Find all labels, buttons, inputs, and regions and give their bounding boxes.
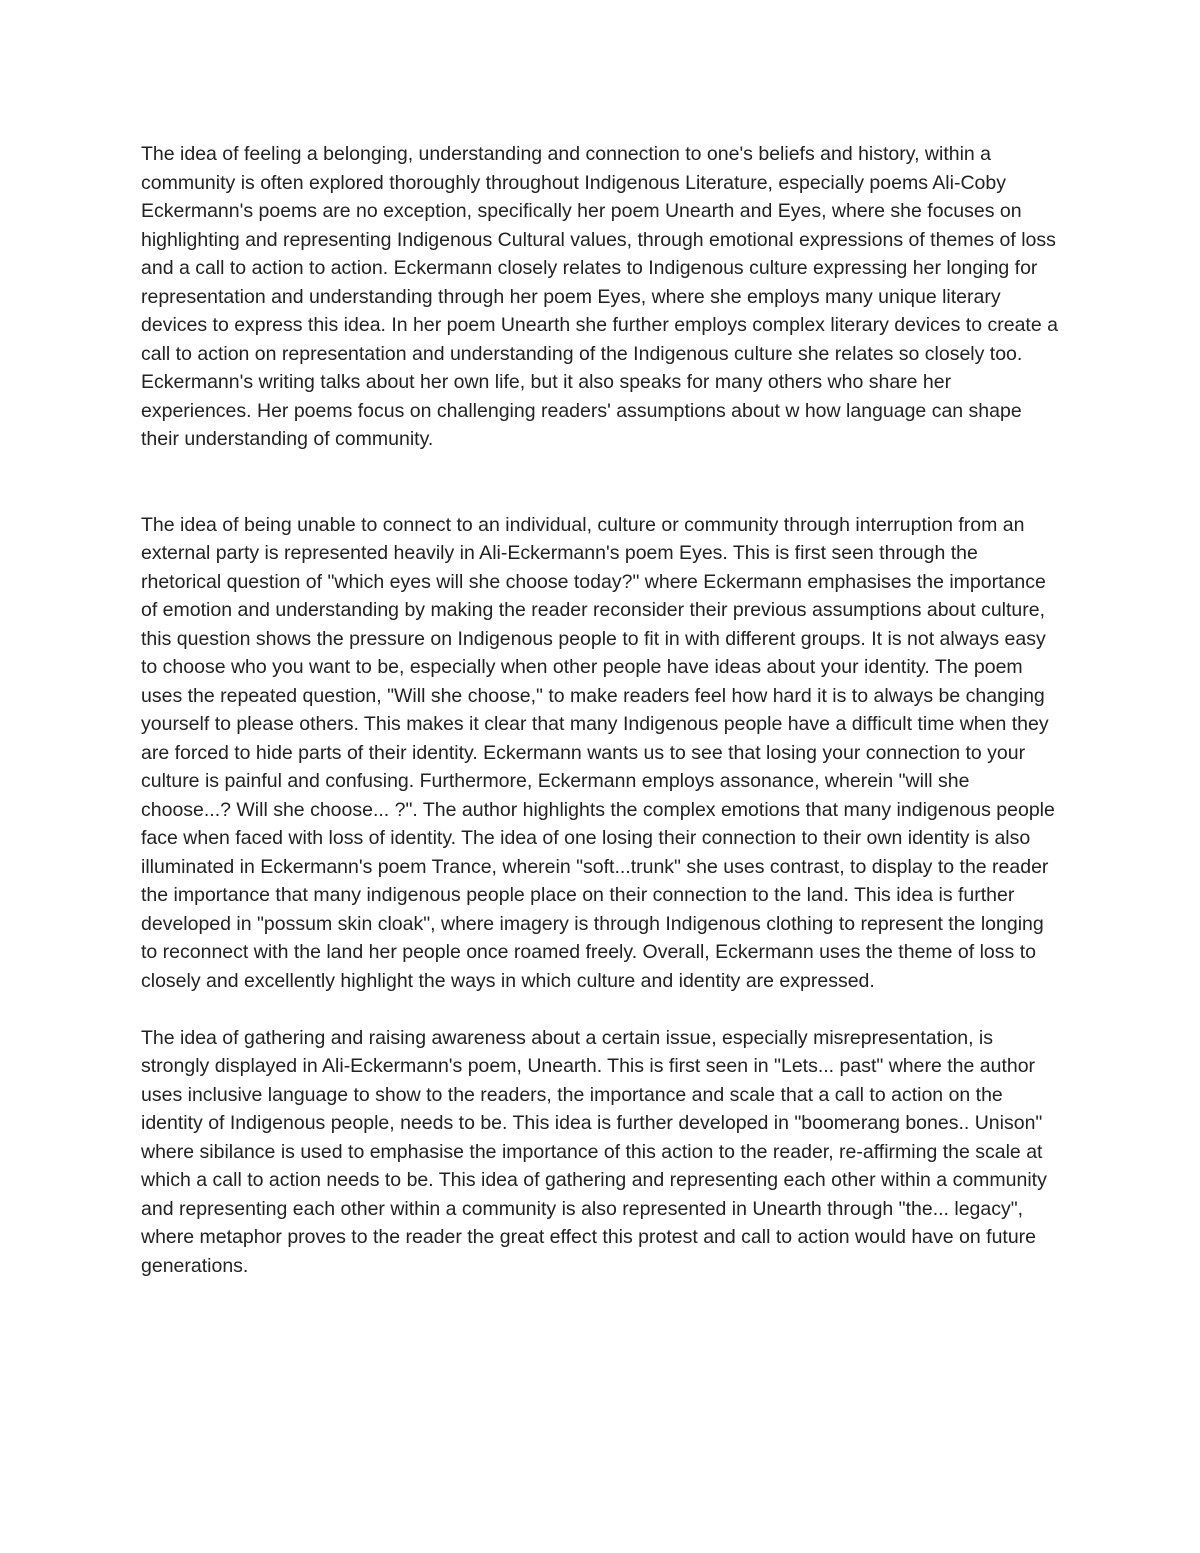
document-body xyxy=(141,140,1061,1280)
paragraph-introduction: The idea of feeling a belonging, understanding and connection to one's beliefs and history, within a community is often explored thoroughly throughout Indigenous Literature, especially poems Ali-Coby Eckermann's poems are no exception, specifically her poem Unearth and Eyes, where she focuses on highlighting and representing Indigenous Cultural values, through emotional expressions of themes of loss and a call to action to action. Eckermann closely relates to Indigenous culture expressing her longing for representation and understanding through her poem Eyes, where she employs many unique literary devices to express this idea. In her poem Unearth she further employs complex literary devices to create a call to action on representation and understanding of the Indigenous culture she relates so closely too. Eckermann's writing talks about her own life, but it also speaks for many others who share her experiences. Her poems focus on challenging readers' assumptions about w how language can shape their understanding of community. xyxy=(141,143,1058,450)
paragraph-eyes-analysis: The idea of being unable to connect to an individual, culture or community through interruption from an external party is represented heavily in Ali-Eckermann's poem Eyes. This is first seen through the rhetorical question of "which eyes will she choose today?" where Eckermann emphasises the importance of emotion and understanding by making the reader reconsider their previous assumptions about culture, this question shows the pressure on Indigenous people to fit in with different groups. It is not always easy to choose who you want to be, especially when other people have ideas about your identity. The poem uses the repeated question, "Will she choose," to make readers feel how hard it is to always be changing yourself to please others. This makes it clear that many Indigenous people have a difficult time when they are forced to hide parts of their identity. Eckermann wants us to see that losing your connection to your culture is painful and confusing. Furthermore, Eckermann employs assonance, wherein "will she choose...? Will she choose... ?". The author highlights the complex emotions that many indigenous people face when faced with loss of identity. The idea of one losing their connection to their own identity is also illuminated in Eckermann's poem Trance, wherein "soft...trunk" she uses contrast, to display to the reader the importance that many indigenous people place on their connection to the land. This idea is further developed in "possum skin cloak", where imagery is through Indigenous clothing to represent the longing to reconnect with the land her people once roamed freely. Overall, Eckermann uses the theme of loss to closely and excellently highlight the ways in which culture and identity are expressed. xyxy=(141,513,1055,992)
paragraph-unearth-analysis: The idea of gathering and raising awareness about a certain issue, especially misrepresentation, is strongly displayed in Ali-Eckermann's poem, Unearth. This is first seen in "Lets... past" where the author uses inclusive language to show to the readers, the importance and scale that a call to action on the identity of Indigenous people, needs to be. This idea is further developed in "boomerang bones.. Unison" where sibilance is used to emphasise the importance of this action to the reader, re-affirming the scale at which a call to action needs to be. This idea of gathering and representing each other within a community and representing each other within a community is also represented in Unearth through "the... legacy", where metaphor proves to the reader the great effect this protest and call to action would have on future generations. xyxy=(141,1026,1047,1277)
